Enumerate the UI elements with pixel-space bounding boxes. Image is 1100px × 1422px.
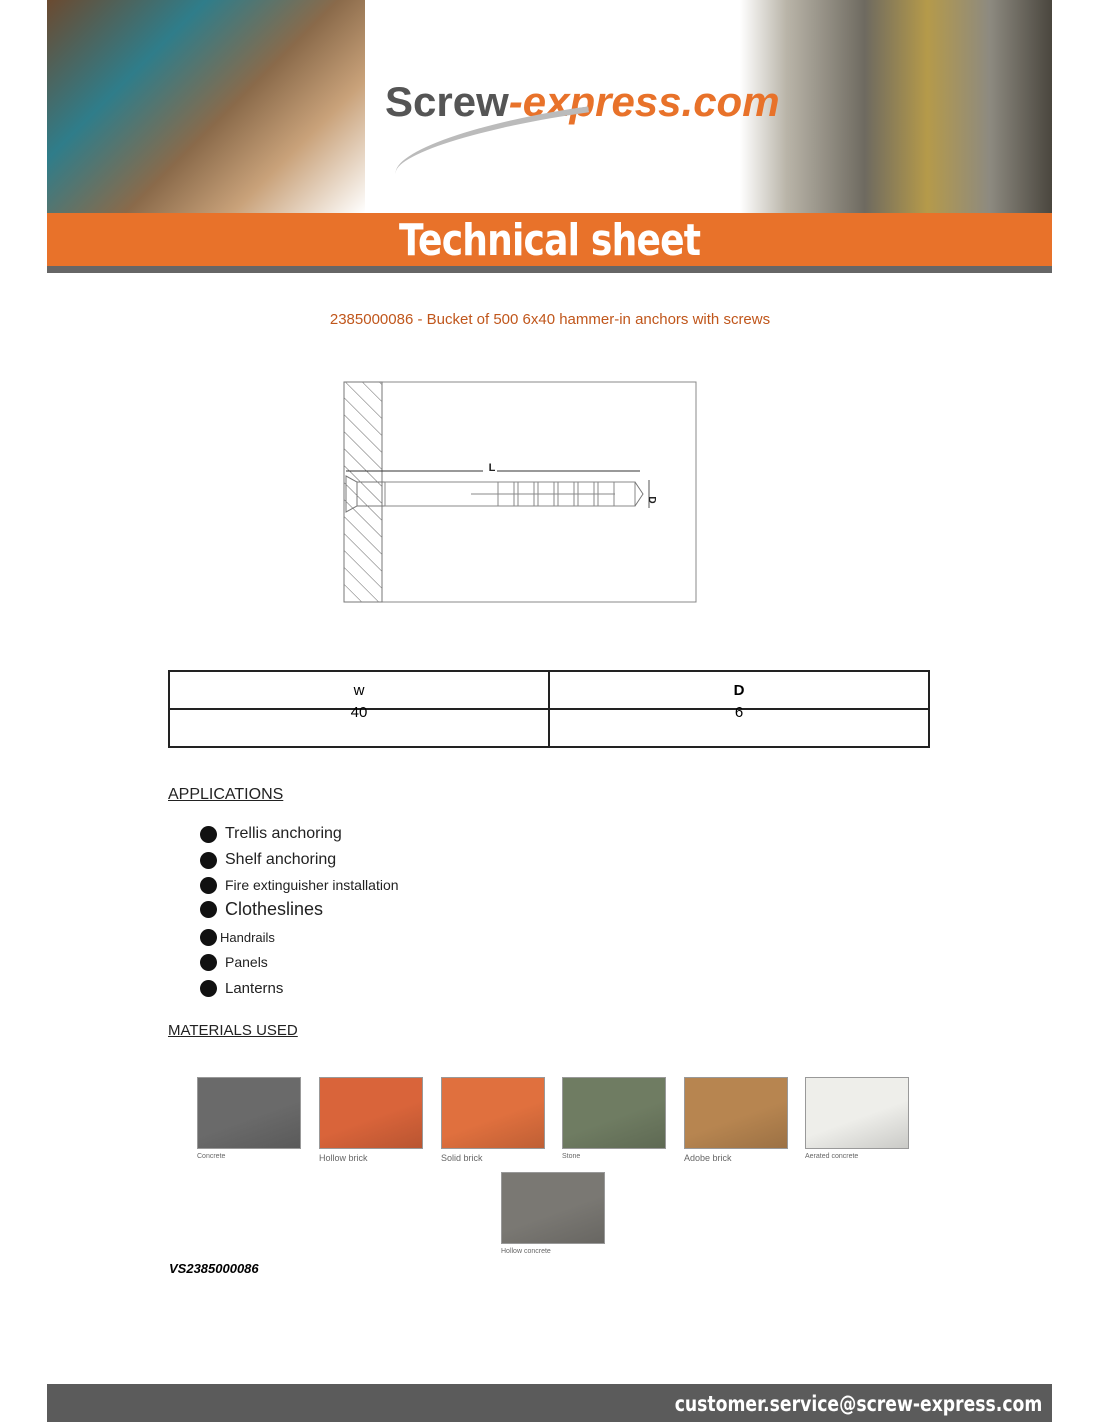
list-item-text: Panels — [225, 954, 268, 970]
material-hollow-brick — [319, 1077, 423, 1163]
material-label: Hollow brick — [319, 1153, 368, 1163]
material-label: Concrete — [197, 1153, 226, 1160]
table-row — [169, 709, 929, 747]
material-aerated-concrete — [805, 1077, 909, 1160]
value-w: 40 — [169, 709, 549, 747]
list-item — [200, 951, 268, 973]
header-photo-screws — [740, 0, 1052, 213]
list-item — [200, 849, 336, 871]
material-image — [562, 1077, 666, 1149]
logo-accent: -express.com — [508, 78, 780, 125]
anchor-diagram — [343, 380, 697, 604]
material-label: Hollow concrete — [501, 1248, 551, 1255]
list-item-text: Clotheslines — [225, 898, 324, 919]
material-image — [441, 1077, 545, 1149]
list-item — [200, 977, 283, 999]
wall-hatch — [344, 382, 382, 602]
list-item-text: Trellis anchoring — [225, 825, 342, 842]
material-image — [197, 1077, 301, 1149]
material-image — [319, 1077, 423, 1149]
bullet-icon — [200, 826, 217, 843]
bullet-icon — [200, 954, 217, 971]
list-item-text: Fire extinguisher installation — [225, 877, 399, 893]
material-concrete — [197, 1077, 301, 1160]
list-item — [200, 874, 399, 896]
length-label: L — [488, 462, 496, 474]
table-header-row — [169, 671, 929, 709]
bullet-icon — [200, 980, 217, 997]
applications-heading: APPLICATIONS — [168, 786, 284, 803]
header-w: w — [169, 671, 549, 709]
bullet-icon — [200, 901, 217, 918]
list-item-text: Handrails — [220, 929, 275, 945]
material-hollow-concrete — [501, 1172, 605, 1255]
material-label: Adobe brick — [684, 1153, 732, 1163]
logo-main: Screw — [385, 78, 509, 125]
material-solid-brick — [441, 1077, 545, 1163]
material-stone — [562, 1077, 666, 1160]
footer-email[interactable]: customer.service@screw-express.com — [674, 1392, 1042, 1416]
material-image — [684, 1077, 788, 1149]
list-item — [200, 898, 323, 920]
material-image — [501, 1172, 605, 1244]
material-adobe-brick — [684, 1077, 788, 1163]
material-label: Stone — [562, 1153, 581, 1160]
banner — [47, 213, 1052, 266]
reference-code: VS2385000086 — [169, 1261, 259, 1276]
header-d: D — [549, 671, 929, 709]
bullet-icon — [200, 852, 217, 869]
banner-divider — [47, 266, 1052, 273]
value-d: 6 — [549, 709, 929, 747]
product-title: 2385000086 - Bucket of 500 6x40 hammer-in anchors with screws — [329, 311, 771, 328]
spec-table — [168, 670, 930, 748]
list-item — [200, 823, 342, 845]
header-photo-tools — [47, 0, 365, 213]
banner-title: Technical sheet — [398, 215, 701, 266]
material-label: Solid brick — [441, 1153, 483, 1163]
list-item-text: Lanterns — [225, 979, 284, 997]
materials-heading: MATERIALS USED — [168, 1022, 298, 1039]
material-image — [805, 1077, 909, 1149]
list-item — [200, 926, 275, 948]
bullet-icon — [200, 877, 217, 894]
material-label: Aerated concrete — [805, 1153, 859, 1160]
diameter-label: D — [646, 496, 657, 504]
list-item-text: Shelf anchoring — [225, 851, 337, 868]
bullet-icon — [200, 929, 217, 946]
